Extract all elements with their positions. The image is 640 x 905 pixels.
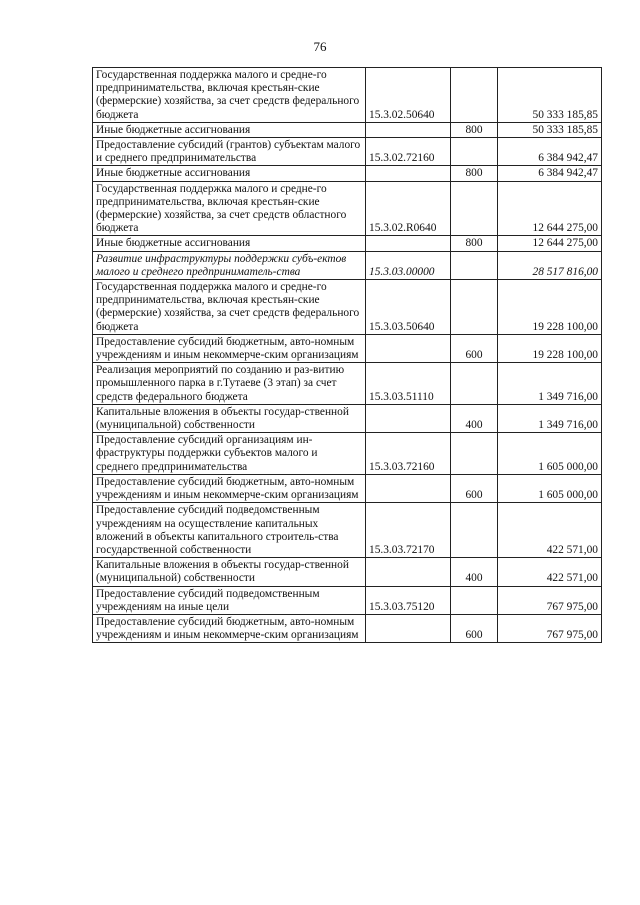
row-name-cell: Государственная поддержка малого и средне-го предпринимательства, включая крестьян-ские (фермерские) хозяйства, за счет средств федерального бюджета — [93, 280, 366, 335]
row-sum-cell: 50 333 185,85 — [498, 68, 602, 123]
table-row — [93, 334, 602, 362]
row-type-cell: 800 — [451, 122, 498, 137]
row-sum-cell: 1 349 716,00 — [498, 404, 602, 432]
table-row — [93, 166, 602, 181]
row-code-cell — [366, 334, 451, 362]
row-sum-cell: 1 605 000,00 — [498, 474, 602, 502]
table-row — [93, 363, 602, 405]
row-name-cell: Предоставление субсидий (грантов) субъектам малого и среднего предпринимательства — [93, 138, 366, 166]
row-code-cell: 15.3.02.50640 — [366, 68, 451, 123]
row-type-cell — [451, 586, 498, 614]
row-name-cell: Иные бюджетные ассигнования — [93, 122, 366, 137]
row-sum-cell: 19 228 100,00 — [498, 280, 602, 335]
table-row — [93, 68, 602, 123]
row-type-cell: 600 — [451, 334, 498, 362]
table-row — [93, 280, 602, 335]
row-name-cell: Предоставление субсидий организациям ин-фраструктуры поддержки субъектов малого и среднего предпринимательства — [93, 433, 366, 475]
table-row — [93, 614, 602, 642]
row-name-cell: Предоставление субсидий подведомственным учреждениям на иные цели — [93, 586, 366, 614]
row-code-cell: 15.3.03.51110 — [366, 363, 451, 405]
table-row — [93, 586, 602, 614]
page-number: 76 — [313, 39, 327, 54]
table-row — [93, 503, 602, 558]
row-sum-cell: 1 349 716,00 — [498, 363, 602, 405]
row-name-cell: Реализация мероприятий по созданию и раз-витию промышленного парка в г.Тутаеве (3 этап) за счет средств федерального бюджета — [93, 363, 366, 405]
row-code-cell: 15.3.03.00000 — [366, 251, 451, 279]
row-code-cell — [366, 558, 451, 586]
row-name-cell: Предоставление субсидий бюджетным, авто-номным учреждениям и иным некоммерче-ским организациям — [93, 614, 366, 642]
row-sum-cell: 6 384 942,47 — [498, 166, 602, 181]
row-type-cell: 400 — [451, 558, 498, 586]
table-row — [93, 138, 602, 166]
row-code-cell: 15.3.03.50640 — [366, 280, 451, 335]
row-name-cell: Государственная поддержка малого и средне-го предпринимательства, включая крестьян-ские (фермерские) хозяйства, за счет средств областного бюджета — [93, 181, 366, 236]
row-code-cell — [366, 166, 451, 181]
row-sum-cell: 422 571,00 — [498, 503, 602, 558]
row-type-cell — [451, 280, 498, 335]
row-name-cell: Развитие инфраструктуры поддержки субъ-ектов малого и среднего предприниматель-ства — [93, 251, 366, 279]
row-type-cell — [451, 181, 498, 236]
row-sum-cell: 422 571,00 — [498, 558, 602, 586]
row-type-cell — [451, 363, 498, 405]
table-row — [93, 122, 602, 137]
row-sum-cell: 12 644 275,00 — [498, 236, 602, 251]
row-code-cell — [366, 614, 451, 642]
row-name-cell: Предоставление субсидий подведомственным учреждениям на осуществление капитальных вложений в объекты капитального строитель-ства государственной собственности — [93, 503, 366, 558]
row-name-cell: Государственная поддержка малого и средне-го предпринимательства, включая крестьян-ские (фермерские) хозяйства, за счет средств федерального бюджета — [93, 68, 366, 123]
row-name-cell: Иные бюджетные ассигнования — [93, 236, 366, 251]
row-code-cell — [366, 122, 451, 137]
row-name-cell: Капитальные вложения в объекты государ-ственной (муниципальной) собственности — [93, 404, 366, 432]
row-sum-cell: 767 975,00 — [498, 614, 602, 642]
row-code-cell — [366, 474, 451, 502]
row-sum-cell: 19 228 100,00 — [498, 334, 602, 362]
row-code-cell: 15.3.02.R0640 — [366, 181, 451, 236]
table-row — [93, 236, 602, 251]
row-sum-cell: 767 975,00 — [498, 586, 602, 614]
row-code-cell: 15.3.03.72170 — [366, 503, 451, 558]
table-row — [93, 558, 602, 586]
table-row — [93, 404, 602, 432]
table-row — [93, 474, 602, 502]
row-type-cell: 600 — [451, 614, 498, 642]
row-name-cell: Предоставление субсидий бюджетным, авто-номным учреждениям и иным некоммерче-ским организациям — [93, 474, 366, 502]
row-type-cell: 800 — [451, 166, 498, 181]
row-name-cell: Капитальные вложения в объекты государ-ственной (муниципальной) собственности — [93, 558, 366, 586]
table-row — [93, 433, 602, 475]
row-type-cell: 400 — [451, 404, 498, 432]
row-name-cell: Предоставление субсидий бюджетным, авто-номным учреждениям и иным некоммерче-ским организациям — [93, 334, 366, 362]
row-code-cell: 15.3.03.72160 — [366, 433, 451, 475]
row-type-cell — [451, 251, 498, 279]
row-code-cell: 15.3.03.75120 — [366, 586, 451, 614]
row-code-cell — [366, 404, 451, 432]
row-type-cell — [451, 433, 498, 475]
row-type-cell — [451, 503, 498, 558]
row-type-cell: 800 — [451, 236, 498, 251]
row-type-cell — [451, 68, 498, 123]
row-sum-cell: 50 333 185,85 — [498, 122, 602, 137]
budget-table — [92, 67, 602, 643]
row-sum-cell: 1 605 000,00 — [498, 433, 602, 475]
budget-table-body — [93, 68, 602, 643]
row-sum-cell: 12 644 275,00 — [498, 181, 602, 236]
row-sum-cell: 6 384 942,47 — [498, 138, 602, 166]
row-type-cell — [451, 138, 498, 166]
table-row — [93, 181, 602, 236]
row-type-cell: 600 — [451, 474, 498, 502]
row-sum-cell: 28 517 816,00 — [498, 251, 602, 279]
row-code-cell — [366, 236, 451, 251]
table-row — [93, 251, 602, 279]
row-name-cell: Иные бюджетные ассигнования — [93, 166, 366, 181]
row-code-cell: 15.3.02.72160 — [366, 138, 451, 166]
